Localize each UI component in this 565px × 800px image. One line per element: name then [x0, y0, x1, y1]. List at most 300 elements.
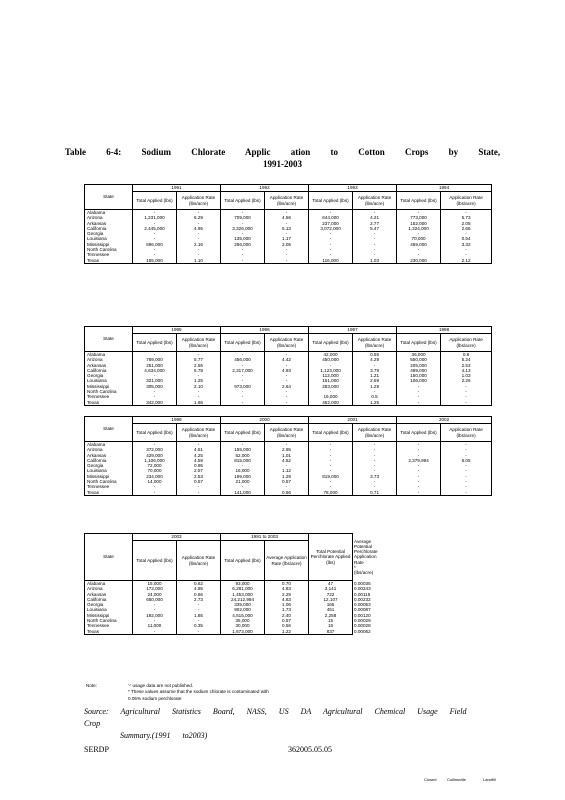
state-name: Alabama: [85, 581, 133, 587]
table-cell: 451: [309, 607, 353, 612]
table-cell: 2.40: [265, 613, 309, 618]
table-cell: -: [441, 394, 492, 399]
table-cell: 15,000: [133, 581, 177, 587]
table-cell: 2.53: [177, 474, 221, 479]
table-cell: 2.95: [265, 447, 309, 452]
table-cell: 1.12: [265, 468, 309, 473]
year-block-table: [84, 184, 492, 264]
table-cell: -: [177, 247, 221, 252]
table-cell: 155,000: [221, 447, 265, 452]
state-name: California: [85, 368, 133, 373]
table-cell: 0.35: [177, 623, 221, 628]
table-cell: 4,515,000: [221, 613, 265, 618]
table-cell: 42,000: [309, 352, 353, 358]
table-cell: -: [353, 389, 397, 394]
table-cell: -: [309, 231, 353, 236]
table-cell: -: [221, 442, 265, 448]
table-cell: 2.05: [441, 221, 492, 226]
table-cell: -: [441, 252, 492, 257]
table-cell: -: [221, 247, 265, 252]
table-cell: 4.52: [265, 458, 309, 463]
table-cell: 6,281,000: [221, 586, 265, 591]
table-cell: 230,000: [397, 258, 441, 264]
table-cell: 4.56: [265, 215, 309, 220]
table-row: [85, 400, 492, 406]
table-cell: 1.03: [353, 258, 397, 264]
table-cell: 151,000: [309, 378, 353, 383]
table-cell: 150,000: [397, 373, 441, 378]
table-cell: -: [177, 629, 221, 635]
table-cell: -: [221, 373, 265, 378]
application-rate-header: Application Rate (lbs/acre): [265, 192, 309, 210]
table-cell: 0.71: [353, 490, 397, 496]
table-cell: -: [309, 458, 353, 463]
table-cell: -: [177, 484, 221, 489]
table-cell: 251,000: [133, 363, 177, 368]
table-cell: -: [265, 363, 309, 368]
table-cell: -: [177, 221, 221, 226]
year-header: 1992: [221, 185, 309, 192]
average-rate-header: Average Application Rate (lbs/acre): [265, 541, 309, 581]
table-cell: -: [441, 442, 492, 448]
total-applied-header: Total Applied (lbs): [221, 192, 265, 210]
table-cell: 192,000: [133, 613, 177, 618]
total-applied-header: Total Applied (lbs): [309, 424, 353, 442]
state-name: Alabama: [85, 352, 133, 358]
table-cell: -: [353, 453, 397, 458]
note-label: Note:: [86, 683, 97, 688]
column-header-row: [85, 192, 492, 210]
year-header: 1994: [397, 185, 492, 192]
year-header: 1999: [133, 417, 221, 424]
footer-name: Closed: [424, 777, 437, 782]
table-cell: 4,634,000: [133, 368, 177, 373]
table-cell: 973,000: [221, 384, 265, 389]
table-cell: 1.03: [441, 373, 492, 378]
table-row: Alabama 15,000 0.62 93,000 0.70 47 0.00035: [85, 581, 353, 587]
state-name: Georgia: [85, 463, 133, 468]
table-cell: 1.25: [353, 400, 397, 406]
table-cell: -: [309, 463, 353, 468]
table-cell: 106,000: [397, 378, 441, 383]
state-name: California: [85, 597, 133, 602]
table-cell: -: [353, 210, 397, 216]
year-header-row: State 2003 1991 to 2003 Total Potential Perchlorate Applied (lbs) Average Potential Perchlorate Application Rate * (lbs/acre): [85, 534, 353, 541]
table-cell: 155,000: [133, 258, 177, 264]
table-cell: -: [177, 394, 221, 399]
table-cell: 0.55: [353, 352, 397, 358]
state-name: Arkansas: [85, 592, 133, 597]
table-cell: -: [133, 247, 177, 252]
table-cell: 5.47: [353, 226, 397, 231]
table-cell: -: [221, 394, 265, 399]
table-cell: 2.10: [177, 384, 221, 389]
table-cell: 2,258: [309, 613, 353, 618]
table-cell: 152,000: [397, 221, 441, 226]
table-cell: 2.59: [353, 378, 397, 383]
state-name: Texas: [85, 629, 133, 635]
table-cell: -: [221, 389, 265, 394]
table-cell: -: [441, 479, 492, 484]
year-header-row: [85, 327, 492, 334]
state-name: Arizona: [85, 447, 133, 452]
year-header: 2001: [309, 417, 397, 424]
table-cell: -: [221, 210, 265, 216]
table-cell: 4.21: [353, 215, 397, 220]
table-cell: 0.57: [265, 479, 309, 484]
state-name: Texas: [85, 400, 133, 406]
table-cell: -: [133, 236, 177, 241]
table-cell: -: [177, 373, 221, 378]
table-cell: 2.55: [177, 363, 221, 368]
table-cell: 2.29: [265, 592, 309, 597]
year-header: 2003: [133, 534, 221, 541]
table-cell: -: [177, 210, 221, 216]
table-cell: 2,445,000: [133, 226, 177, 231]
table-cell: -: [397, 252, 441, 257]
table-cell: 305,000: [133, 384, 177, 389]
table-cell: -: [309, 210, 353, 216]
table-cell: -: [133, 442, 177, 448]
table-cell: 1,231,000: [133, 215, 177, 220]
table-cell: 2.16: [177, 242, 221, 247]
total-applied-header: Total Applied (lbs): [133, 334, 177, 352]
table-cell: 5.13: [265, 226, 309, 231]
note-line: '-' usage data are not published.: [128, 683, 194, 688]
table-cell: -: [265, 394, 309, 399]
table-cell: -: [353, 479, 397, 484]
table-cell: -: [353, 252, 397, 257]
table-cell: 2.66: [441, 226, 492, 231]
table-cell: 0.66: [177, 592, 221, 597]
table-cell: -: [177, 602, 221, 607]
year-header: 1996: [221, 327, 309, 334]
application-rate-header: Application Rate (lbs/acre): [441, 334, 492, 352]
table-cell: 769,000: [133, 357, 177, 362]
table-cell: 4.63: [265, 597, 309, 602]
table-cell: -: [309, 484, 353, 489]
table-row: California 650,000 2.73 24,212,994 4.63 12,107 0.00232: [85, 597, 353, 602]
application-rate-header: Application Rate (lbs/acre): [353, 334, 397, 352]
table-cell: -: [441, 231, 492, 236]
table-cell: -: [265, 258, 309, 264]
year-header: 1991: [133, 185, 221, 192]
table-cell: 773,000: [397, 215, 441, 220]
table-cell: 113,000: [309, 373, 353, 378]
table-cell: 2.53: [441, 363, 492, 368]
source-citation: [84, 706, 484, 742]
table-cell: -: [441, 453, 492, 458]
state-name: Texas: [85, 258, 133, 264]
table-cell: -: [177, 490, 221, 496]
table-cell: 93,000: [221, 581, 265, 587]
table-cell: 4.13: [441, 368, 492, 373]
application-rate-header: Application Rate (lbs/acre): [265, 334, 309, 352]
footer-name: Collinsville: [447, 777, 466, 782]
table-cell: -: [265, 231, 309, 236]
state-name: Mississippi: [85, 384, 133, 389]
table-cell: 0.5: [353, 394, 397, 399]
table-cell: -: [353, 458, 397, 463]
table-cell: -: [309, 363, 353, 368]
application-rate-header: Application Rate (lbs/acre): [441, 192, 492, 210]
table-cell: 815,000: [221, 458, 265, 463]
table-cell: -: [221, 463, 265, 468]
table-title: Table 6-4: Sodium Chlorate Applic ation to Cotton Crops by State,: [64, 147, 501, 157]
table-cell: 24,000: [133, 592, 177, 597]
year-block-table: [84, 416, 492, 496]
note-line: 0.05% sodium perchlorate: [128, 695, 182, 701]
year-header: 2002: [397, 417, 492, 424]
table-cell: 452,000: [309, 400, 353, 406]
column-header-row: [85, 424, 492, 442]
table-cell: 2,317,000: [221, 368, 265, 373]
table-row: Louisiana - - 902,000 1.73 451 0.00087: [85, 607, 353, 612]
state-name: North Carolina: [85, 389, 133, 394]
table-cell: 199,000: [221, 474, 265, 479]
table-cell: 135,000: [221, 236, 265, 241]
table-cell: 172,000: [133, 586, 177, 591]
state-header: State: [85, 185, 133, 210]
table-cell: -: [397, 490, 441, 496]
table-cell: 47: [309, 581, 353, 587]
table-cell: 722: [309, 592, 353, 597]
table-cell: -: [353, 231, 397, 236]
table-cell: 2.12: [441, 258, 492, 264]
table-cell: 650,000: [133, 597, 177, 602]
table-cell: 11,000: [133, 623, 177, 628]
table-cell: 2.77: [353, 221, 397, 226]
application-rate-header: Application Rate (lbs/acre): [177, 541, 221, 581]
table-cell: 1.10: [177, 258, 221, 264]
table-cell: -: [441, 474, 492, 479]
table-cell: 459,000: [397, 242, 441, 247]
table-cell: -: [265, 210, 309, 216]
table-cell: -: [221, 252, 265, 257]
table-cell: -: [397, 453, 441, 458]
table-cell: -: [397, 231, 441, 236]
table-cell: 21,000: [221, 479, 265, 484]
state-name: California: [85, 226, 133, 231]
table-cell: 283,000: [309, 384, 353, 389]
table-cell: 0.57: [177, 479, 221, 484]
table-cell: 335,000: [221, 602, 265, 607]
state-name: Georgia: [85, 373, 133, 378]
state-name: North Carolina: [85, 479, 133, 484]
table-cell: 1,123,000: [309, 368, 353, 373]
table-cell: -: [397, 463, 441, 468]
table-cell: -: [265, 442, 309, 448]
table-cell: 14,000: [133, 479, 177, 484]
perchlorate-total-header: Total Potential Perchlorate Applied (lbs): [309, 534, 353, 581]
state-name: Texas: [85, 490, 133, 496]
table-cell: 1,324,000: [397, 226, 441, 231]
table-cell: 4.95: [177, 586, 221, 591]
table-cell: 141,000: [221, 490, 265, 496]
footer-doc-number: 362005.05.05: [288, 745, 332, 754]
table-cell: -: [441, 400, 492, 406]
table-cell: -: [353, 484, 397, 489]
footer-name: Landfill: [483, 777, 496, 782]
table-cell: 12,107: [309, 597, 353, 602]
table-cell: 0.6: [441, 352, 492, 358]
table-cell: -: [309, 453, 353, 458]
table-cell: 30,000: [221, 623, 265, 628]
table-cell: -: [133, 221, 177, 226]
table-cell: -: [309, 252, 353, 257]
table-cell: 819,000: [309, 474, 353, 479]
table-cell: 3,072,000: [309, 226, 353, 231]
table-cell: -: [265, 373, 309, 378]
table-cell: 644,000: [309, 215, 353, 220]
table-cell: 237,000: [309, 221, 353, 226]
table-cell: 709,000: [221, 215, 265, 220]
table-row: [85, 258, 492, 264]
table-cell: -: [353, 236, 397, 241]
table-cell: -: [177, 352, 221, 358]
table-cell: 0.95: [177, 463, 221, 468]
table-cell: -: [397, 447, 441, 452]
table-cell: 902,000: [221, 607, 265, 612]
table-cell: -: [133, 231, 177, 236]
table-cell: 70,000: [133, 468, 177, 473]
table-cell: -: [133, 629, 177, 635]
table-cell: -: [309, 242, 353, 247]
state-name: Mississippi: [85, 242, 133, 247]
table-cell: -: [133, 210, 177, 216]
state-name: Tennessee: [85, 623, 133, 628]
application-rate-header: Application Rate (lbs/acre): [353, 424, 397, 442]
state-name: Arizona: [85, 215, 133, 220]
table-cell: -: [441, 490, 492, 496]
table-cell: -: [353, 447, 397, 452]
table-cell: 4.93: [265, 368, 309, 373]
table-cell: 4.29: [353, 357, 397, 362]
year-header: 1995: [133, 327, 221, 334]
application-rate-header: Application Rate (lbs/acre): [265, 424, 309, 442]
table-cell: 0.70: [265, 581, 309, 587]
table-cell: -: [177, 231, 221, 236]
table-cell: 24,212,994: [221, 597, 265, 602]
state-name: Louisiana: [85, 468, 133, 473]
table-cell: -: [441, 247, 492, 252]
table-cell: -: [221, 221, 265, 226]
state-name: North Carolina: [85, 247, 133, 252]
table-cell: -: [133, 602, 177, 607]
table-cell: -: [133, 607, 177, 612]
state-name: Louisiana: [85, 378, 133, 383]
table-cell: 6.05: [441, 458, 492, 463]
state-name: Tennessee: [85, 252, 133, 257]
table-cell: 450,000: [309, 357, 353, 362]
table-cell: -: [221, 484, 265, 489]
table-cell: 1.85: [177, 613, 221, 618]
table-cell: 6.29: [177, 215, 221, 220]
table-cell: 234,000: [133, 474, 177, 479]
table-cell: 2.26: [441, 378, 492, 383]
table-row: Georgia - - 335,000 1.06 165 0.00053: [85, 602, 353, 607]
table-cell: 4.42: [265, 357, 309, 362]
table-cell: 0.62: [177, 581, 221, 587]
table-cell: -: [397, 468, 441, 473]
table-cell: 3.73: [353, 474, 397, 479]
table-cell: -: [133, 394, 177, 399]
state-header: State: [85, 534, 133, 581]
table-cell: -: [353, 242, 397, 247]
application-rate-header: Application Rate (lbs/acre): [177, 334, 221, 352]
table-cell: -: [177, 618, 221, 623]
state-name: Tennessee: [85, 394, 133, 399]
table-cell: 3.32: [441, 242, 492, 247]
table-cell: -: [353, 442, 397, 448]
table-cell: -: [177, 236, 221, 241]
table-cell: 5.77: [177, 357, 221, 362]
table-cell: 4.59: [177, 458, 221, 463]
total-applied-header: Total Applied (lbs): [221, 334, 265, 352]
source-line: Source: Agricultural Statistics Board, NASS, US DA Agricultural Chemical Usage Field Crop: [84, 707, 467, 728]
state-name: Louisiana: [85, 236, 133, 241]
table-cell: 2.05: [265, 242, 309, 247]
table-cell: 5.73: [441, 215, 492, 220]
total-applied-header: Total Applied (lbs): [397, 334, 441, 352]
table-cell: -: [177, 607, 221, 612]
table-cell: 2,379,994: [397, 458, 441, 463]
year-header: 2000: [221, 417, 309, 424]
total-applied-header: Total Applied (lbs): [309, 192, 353, 210]
table-cell: 696,000: [133, 242, 177, 247]
table-cell: 0.57: [265, 618, 309, 623]
source-line: Summary.(1991 to2003): [120, 731, 208, 740]
table-cell: 456,000: [221, 357, 265, 362]
total-applied-header: Total Applied (lbs): [397, 192, 441, 210]
state-name: Arizona: [85, 357, 133, 362]
table-cell: 1.06: [265, 602, 309, 607]
table-cell: -: [441, 468, 492, 473]
table-cell: -: [265, 252, 309, 257]
total-applied-header: Total Applied (lbs): [221, 541, 265, 581]
table-cell: 35,000: [221, 618, 265, 623]
table-cell: -: [221, 400, 265, 406]
table-cell: 4.51: [177, 447, 221, 452]
table-cell: 4.83: [265, 586, 309, 591]
table-cell: 0.56: [265, 623, 309, 628]
state-header: State: [85, 417, 133, 442]
table-cell: -: [397, 484, 441, 489]
table-cell: -: [133, 490, 177, 496]
table-cell: 1.29: [265, 474, 309, 479]
table-cell: -: [309, 447, 353, 452]
total-applied-header: Total Applied (lbs): [221, 424, 265, 442]
table-cell: -: [441, 389, 492, 394]
total-applied-header: Total Applied (lbs): [397, 424, 441, 442]
table-cell: 837: [309, 629, 353, 635]
total-applied-header: Total Applied (lbs): [133, 541, 177, 581]
range-header: 1991 to 2003: [221, 534, 309, 541]
table-cell: 3.79: [353, 368, 397, 373]
year-header: 1998: [397, 327, 492, 334]
state-name: Louisiana: [85, 607, 133, 612]
table-cell: 72,000: [133, 463, 177, 468]
table-cell: -: [397, 389, 441, 394]
table-cell: -: [133, 252, 177, 257]
table-cell: 1,453,000: [221, 592, 265, 597]
notes: [128, 683, 269, 702]
table-cell: 2.57: [177, 468, 221, 473]
table-cell: 342,000: [133, 400, 177, 406]
table-row: Texas - - 1,673,000 1.22 837 0.00062: [85, 629, 353, 635]
table-cell: 5.79: [177, 368, 221, 373]
table-cell: -: [441, 384, 492, 389]
